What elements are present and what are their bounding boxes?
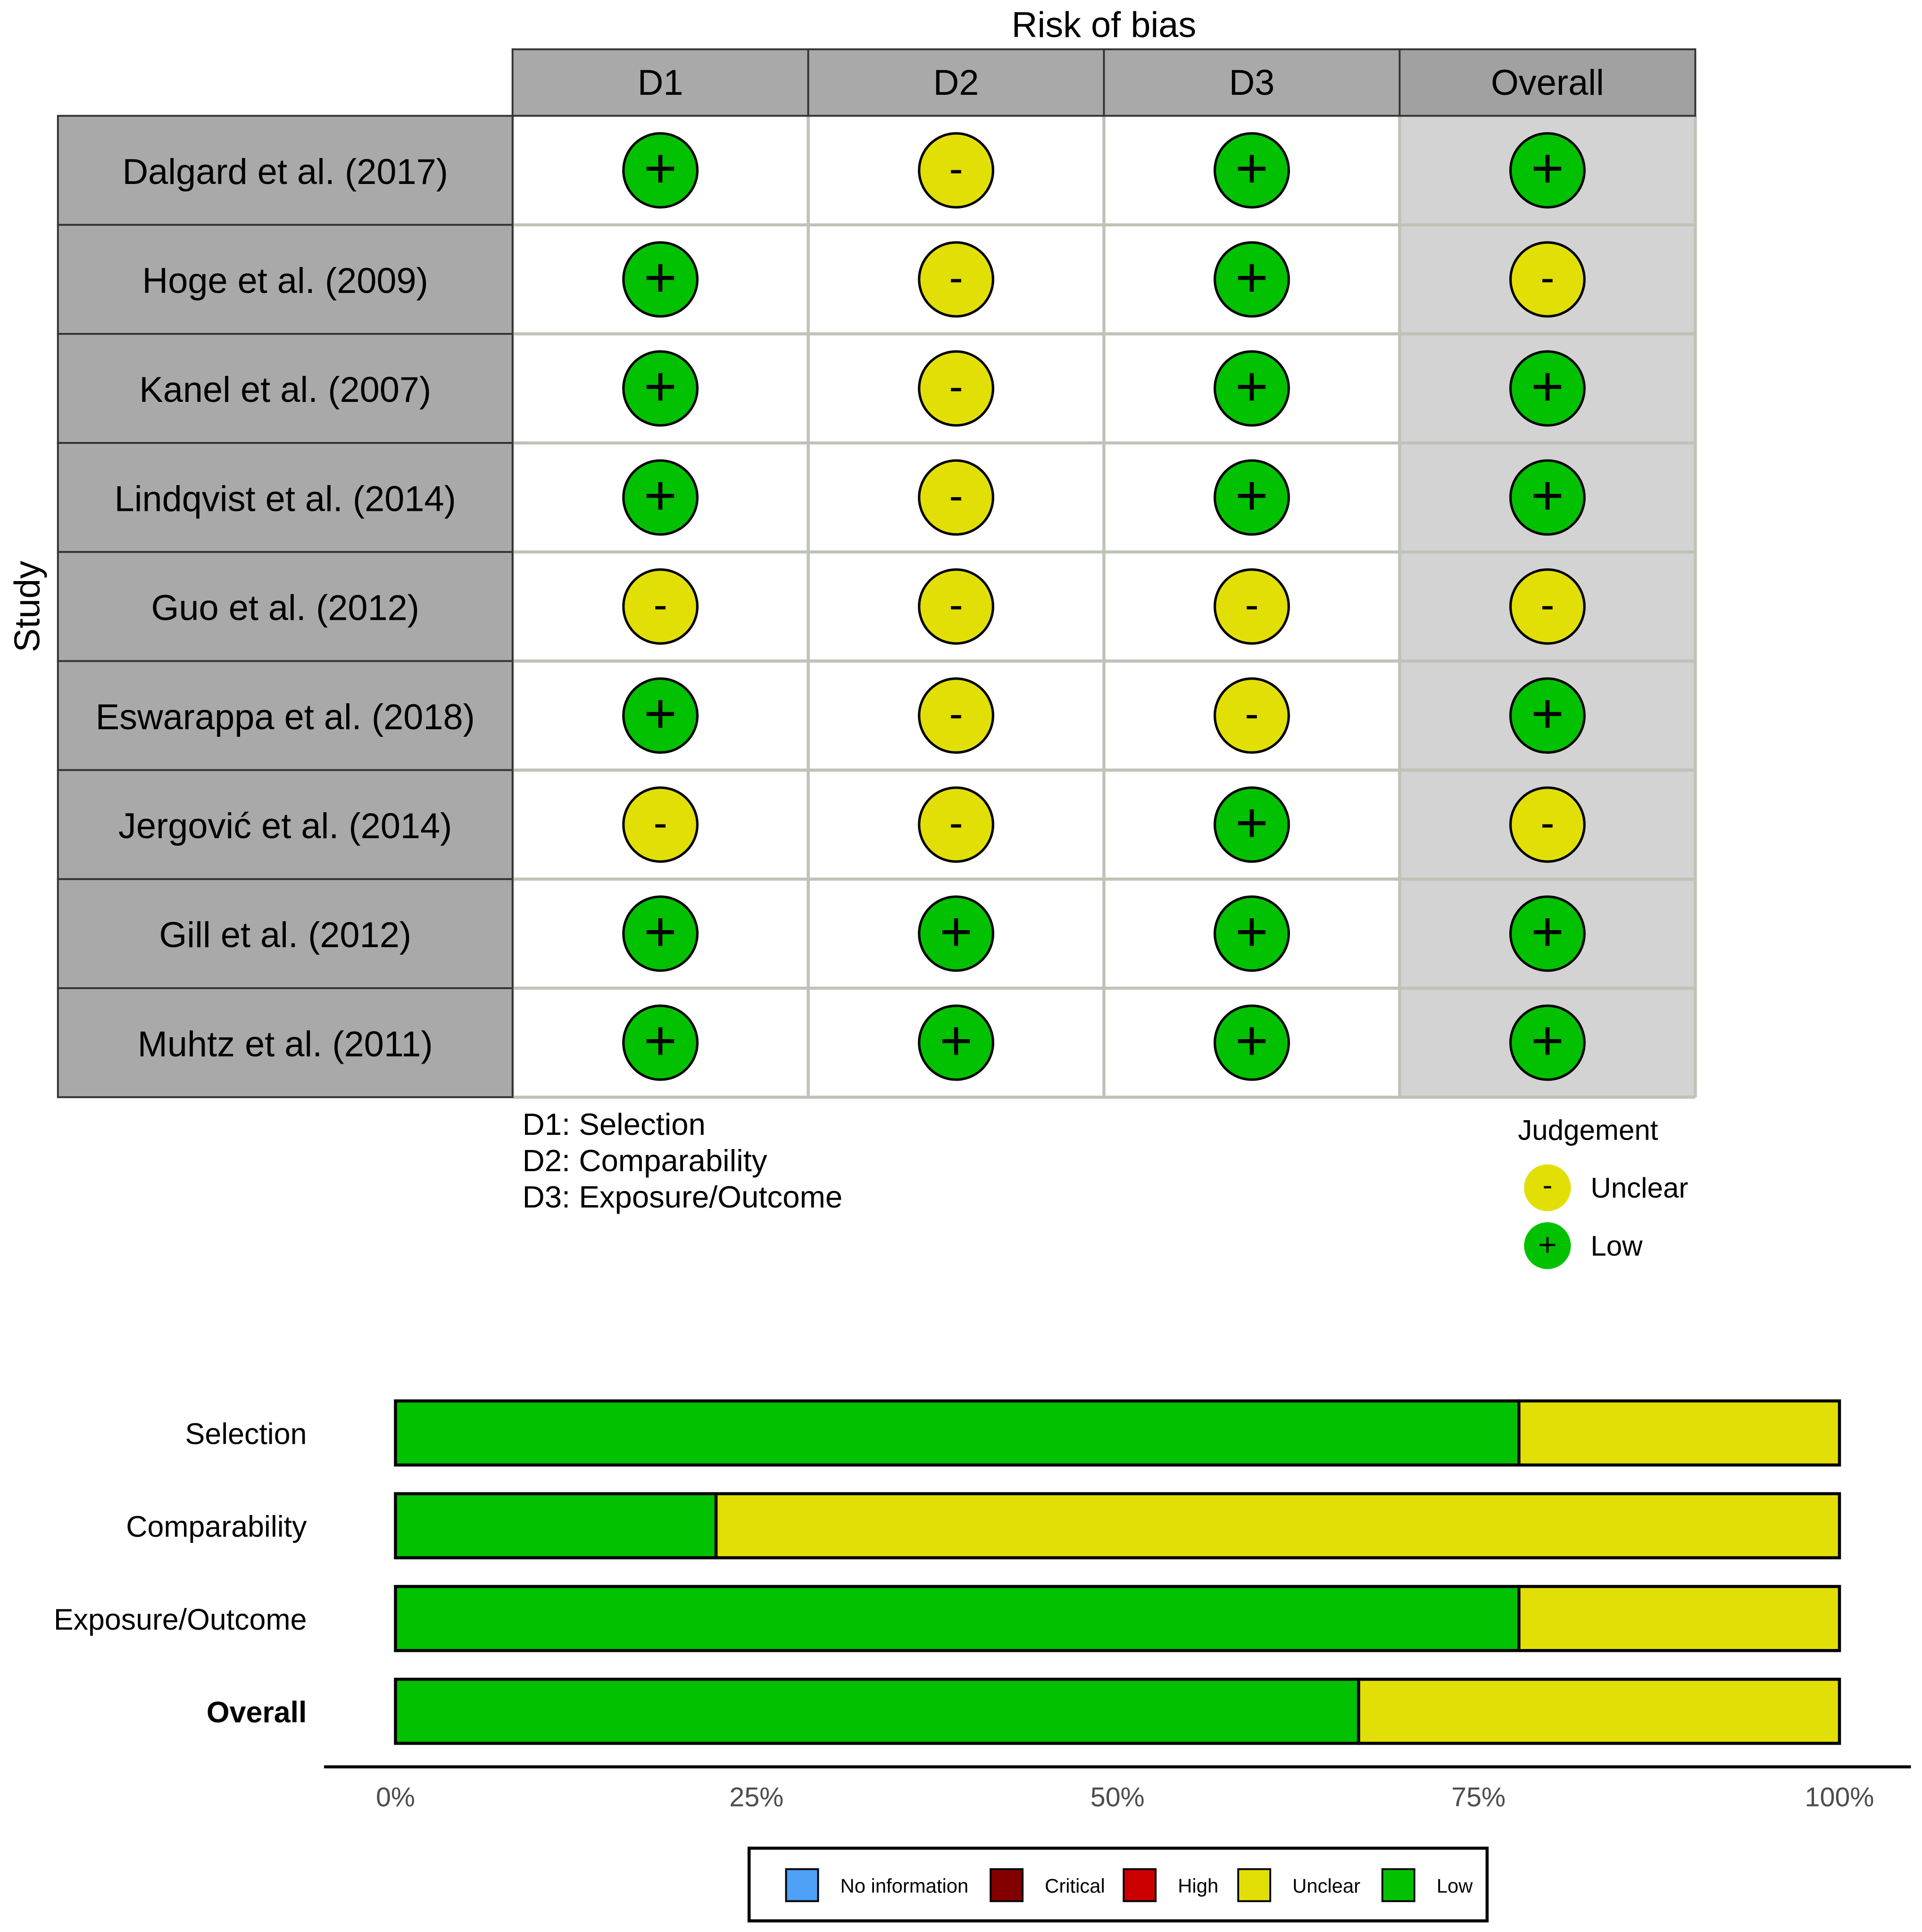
judgement-symbol: + bbox=[644, 1009, 677, 1073]
bar-segment-low bbox=[396, 1494, 716, 1558]
judgement-symbol: + bbox=[1235, 136, 1269, 200]
judgement-symbol: + bbox=[1531, 355, 1564, 418]
judgement-symbol: + bbox=[1531, 136, 1564, 200]
judgement-legend-label: Unclear bbox=[1590, 1172, 1689, 1204]
bar-legend-swatch bbox=[1238, 1869, 1270, 1901]
judgement-symbol: + bbox=[644, 899, 677, 963]
column-header-label: D1 bbox=[637, 63, 683, 103]
bar-legend-label: No information bbox=[840, 1874, 969, 1897]
judgement-symbol: + bbox=[644, 355, 677, 418]
x-tick-label: 100% bbox=[1805, 1782, 1874, 1813]
bar-segment-unclear bbox=[1359, 1679, 1839, 1743]
judgement-symbol: + bbox=[644, 245, 677, 309]
column-header-label: D3 bbox=[1229, 63, 1275, 103]
bar-legend-label: Unclear bbox=[1292, 1874, 1361, 1897]
judgement-symbol: + bbox=[1531, 464, 1564, 527]
judgement-symbol: - bbox=[949, 690, 963, 737]
bar-legend-label: High bbox=[1178, 1874, 1219, 1897]
judgement-symbol: - bbox=[1540, 799, 1555, 846]
judgement-symbol: + bbox=[1235, 464, 1269, 527]
bar-legend-swatch bbox=[1123, 1869, 1156, 1901]
x-tick-label: 0% bbox=[375, 1782, 416, 1813]
y-axis-label: Study bbox=[7, 561, 48, 652]
column-header-label: Overall bbox=[1490, 63, 1604, 103]
judgement-symbol: - bbox=[1245, 690, 1259, 737]
judgement-symbol: + bbox=[1235, 355, 1269, 418]
judgement-symbol: - bbox=[949, 254, 963, 301]
x-tick-label: 25% bbox=[729, 1782, 784, 1813]
judgement-symbol: - bbox=[1245, 581, 1259, 628]
study-label: Eswarappa et al. (2018) bbox=[95, 697, 475, 737]
bar-category-label: Exposure/Outcome bbox=[53, 1603, 307, 1636]
judgement-legend-title: Judgement bbox=[1518, 1114, 1658, 1146]
domain-key-entry: D2: Comparability bbox=[522, 1143, 767, 1178]
judgement-symbol: - bbox=[949, 145, 963, 192]
judgement-symbol: + bbox=[1531, 682, 1564, 745]
judgement-symbol: + bbox=[644, 136, 677, 200]
study-label: Guo et al. (2012) bbox=[151, 588, 419, 628]
bar-segment-low bbox=[396, 1401, 1519, 1465]
judgement-symbol: - bbox=[949, 581, 963, 628]
study-label: Gill et al. (2012) bbox=[159, 915, 412, 956]
bar-legend-swatch bbox=[786, 1869, 818, 1901]
bar-legend-label: Critical bbox=[1045, 1874, 1105, 1897]
judgement-symbol: + bbox=[1235, 899, 1269, 963]
x-tick-label: 50% bbox=[1090, 1782, 1145, 1813]
bar-legend-label: Low bbox=[1436, 1874, 1473, 1897]
bar-legend-swatch bbox=[990, 1869, 1023, 1901]
study-label: Lindqvist et al. (2014) bbox=[114, 479, 456, 519]
judgement-symbol: - bbox=[949, 472, 963, 519]
domain-key-entry: D3: Exposure/Outcome bbox=[522, 1179, 843, 1214]
judgement-symbol: + bbox=[1235, 245, 1269, 309]
judgement-symbol: - bbox=[949, 799, 963, 846]
bar-segment-low bbox=[396, 1679, 1359, 1743]
judgement-symbol: + bbox=[939, 1009, 973, 1073]
study-label: Jergović et al. (2014) bbox=[118, 806, 452, 846]
judgement-symbol: - bbox=[1540, 254, 1555, 301]
judgement-symbol: - bbox=[1540, 581, 1555, 628]
bar-category-label: Selection bbox=[185, 1417, 307, 1451]
judgement-symbol: - bbox=[949, 363, 963, 410]
bar-category-label: Overall bbox=[206, 1696, 307, 1729]
judgement-legend-symbol: - bbox=[1542, 1168, 1553, 1202]
judgement-symbol: + bbox=[1531, 899, 1564, 963]
judgement-symbol: - bbox=[653, 581, 667, 628]
bar-segment-unclear bbox=[716, 1494, 1839, 1558]
domain-key-entry: D1: Selection bbox=[522, 1107, 706, 1141]
judgement-legend-label: Low bbox=[1590, 1230, 1643, 1262]
study-label: Hoge et al. (2009) bbox=[142, 261, 428, 301]
judgement-symbol: + bbox=[644, 682, 677, 745]
judgement-symbol: - bbox=[653, 799, 667, 846]
chart-title: Risk of bias bbox=[1011, 5, 1197, 45]
bar-category-label: Comparability bbox=[126, 1510, 307, 1544]
bar-legend-swatch bbox=[1382, 1869, 1414, 1901]
bar-segment-low bbox=[396, 1586, 1519, 1650]
x-tick-label: 75% bbox=[1451, 1782, 1506, 1813]
judgement-symbol: + bbox=[644, 464, 677, 527]
column-header-label: D2 bbox=[933, 63, 979, 103]
bar-segment-unclear bbox=[1519, 1586, 1839, 1650]
study-label: Dalgard et al. (2017) bbox=[122, 151, 449, 192]
judgement-symbol: + bbox=[1235, 791, 1269, 854]
judgement-symbol: + bbox=[1235, 1009, 1269, 1073]
study-label: Muhtz et al. (2011) bbox=[137, 1024, 433, 1065]
study-label: Kanel et al. (2007) bbox=[139, 370, 432, 410]
judgement-symbol: + bbox=[1531, 1009, 1564, 1073]
judgement-symbol: + bbox=[939, 899, 973, 963]
bar-segment-unclear bbox=[1519, 1401, 1839, 1465]
judgement-legend-symbol: + bbox=[1538, 1227, 1557, 1263]
